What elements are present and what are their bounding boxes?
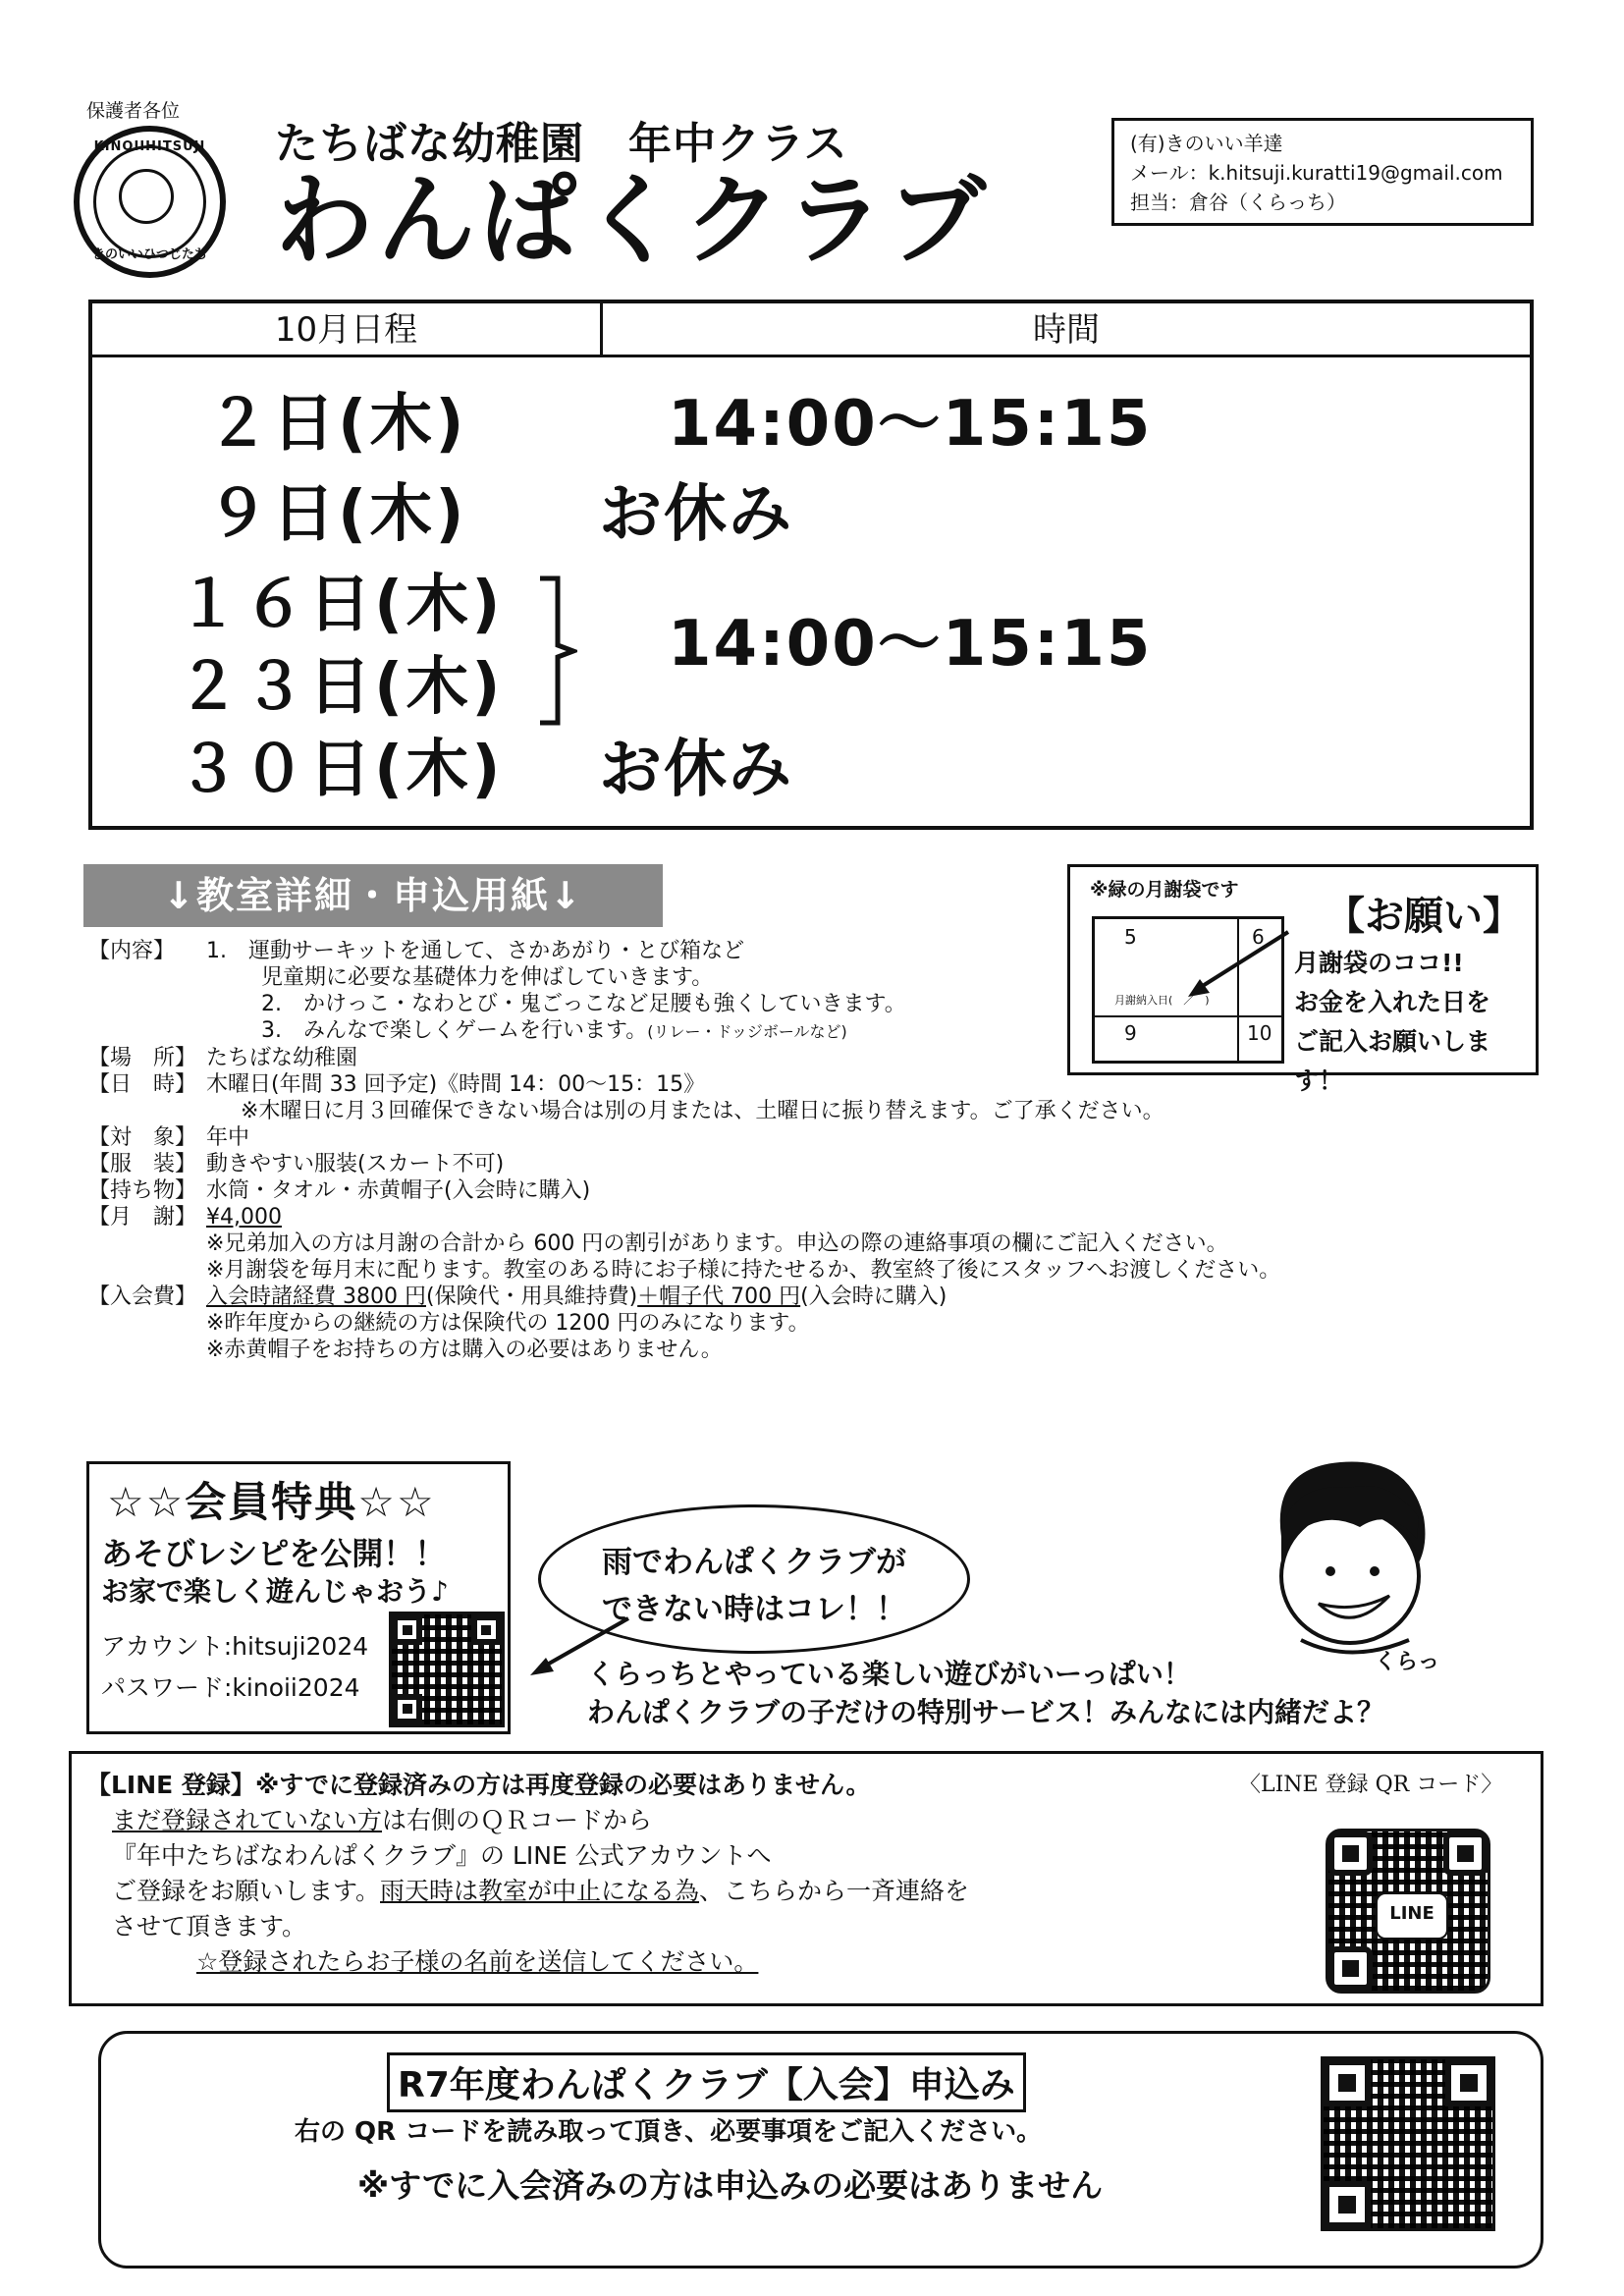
line-text: まだ登録されていない方	[112, 1806, 383, 1834]
schedule-row-date: ２３日(木)	[177, 651, 504, 724]
line-text: ☆登録されたらお子様の名前を送信してください。	[196, 1947, 759, 1976]
promo-line: くらっちとやっている楽しい遊びがいーっぱい！	[587, 1658, 1191, 1690]
schedule-row-date: ２日(木)	[206, 388, 467, 461]
line-text: ご登録をお願いします。	[112, 1877, 381, 1905]
clothes-value: 動きやすい服装(スカート不可)	[206, 1152, 505, 1176]
content-item-3-note: (リレー・ドッジボールなど)	[647, 1022, 847, 1041]
bubble-line: 雨でわんぱくクラブが	[602, 1545, 906, 1580]
line-text: 、こちらから一斉連絡を	[699, 1877, 970, 1905]
line-text: 雨天時は教室が中止になる為	[380, 1877, 700, 1905]
line-qr-code-icon[interactable]	[1326, 1829, 1490, 1994]
bracket-icon	[538, 574, 577, 727]
request-message-line: 月謝袋のココ!!	[1294, 949, 1464, 977]
items-key: 【持ち物】	[88, 1178, 197, 1203]
schedule-row-time: 14:00～15:15	[668, 388, 1153, 461]
schedule-row-date: １６日(木)	[177, 569, 504, 641]
envelope-cell: 6	[1252, 925, 1265, 949]
schedule-row-date: ３０日(木)	[177, 734, 504, 806]
application-title: R7年度わんぱくクラブ【入会】申込み	[387, 2052, 1026, 2112]
logo-text-top: KINOIIHITSUJI	[93, 139, 206, 154]
school-class: たちばな幼稚園 年中クラス	[275, 119, 848, 169]
content-key: 【内容】	[88, 939, 176, 963]
addressee: 保護者各位	[86, 100, 181, 122]
line-text: させて頂きます。	[112, 1912, 307, 1941]
schedule-grouped-time: 14:00～15:15	[668, 608, 1153, 681]
application-note: ※すでに入会済みの方は申込みの必要はありません	[357, 2166, 1104, 2205]
entry-fee: 入会時諸経費 3800 円	[206, 1285, 426, 1309]
line-text: は右側のＱＲコードから	[382, 1806, 653, 1834]
envelope-cell: 10	[1247, 1021, 1272, 1045]
application-qr-code-icon[interactable]	[1321, 2056, 1495, 2231]
envelope-cell: 5	[1124, 925, 1137, 949]
promo-line: わんぱくクラブの子だけの特別サービス！みんなには内緒だよ？	[587, 1696, 1385, 1728]
line-logo-icon: LINE	[1376, 1892, 1448, 1940]
contact-box	[1111, 118, 1534, 226]
logo	[74, 126, 226, 278]
request-message-line: ご記入お願いします！	[1294, 1027, 1491, 1095]
fee-note: ※月謝袋を毎月末に配ります。教室のある時にお子様に持たせるか、教室終了後にスタッフへお渡しください。	[206, 1258, 1281, 1283]
place-key: 【場 所】	[88, 1046, 197, 1070]
entry-key: 【入会費】	[88, 1285, 197, 1309]
contact-company: (有)きのいい羊達	[1130, 132, 1283, 155]
application-instruction: 右の QR コードを読み取って頂き、必要事項をご記入ください。	[295, 2117, 1043, 2147]
line-text: 『年中たちばなわんぱくクラブ』の LINE 公式アカウントへ	[112, 1841, 772, 1870]
entry-fee-note: (保険代・用具維持費)	[425, 1285, 638, 1309]
member-benefit-box	[86, 1461, 511, 1734]
content-item-1: 1. 運動サーキットを通して、さかあがり・とび箱など	[206, 939, 745, 963]
request-message	[1294, 944, 1536, 1101]
target-key: 【対 象】	[88, 1125, 197, 1150]
envelope-label: 月謝納入日( ／ )	[1114, 994, 1210, 1007]
request-message-line: お金を入れた日を	[1294, 988, 1491, 1016]
target-value: 年中	[206, 1125, 250, 1150]
line-section-text	[86, 1768, 969, 1980]
line-qr-caption: 〈LINE 登録 QR コード〉	[1239, 1773, 1503, 1797]
benefit-title: ☆☆会員特典☆☆	[107, 1478, 436, 1526]
request-box	[1067, 864, 1539, 1095]
datetime-value: 木曜日(年間 33 回予定)《時間 14：00～15：15》	[206, 1072, 706, 1097]
benefit-password: パスワード:kinoii2024	[101, 1673, 360, 1702]
content-item-2: 2. かけっこ・なわとび・鬼ごっこなど足腰も強くしていきます。	[261, 992, 906, 1016]
clothes-key: 【服 装】	[88, 1152, 197, 1176]
datetime-note: ※木曜日に月３回確保できない場合は別の月または、土曜日に振り替えます。ご了承ください。	[241, 1099, 1164, 1123]
logo-text-bottom: きのいいひつじたち	[91, 247, 207, 262]
content-item-3: 3. みんなで楽しくゲームを行います。	[261, 1018, 648, 1043]
fee-value: ¥4,000	[206, 1205, 282, 1230]
line-note: ※すでに登録済みの方は再度登録の必要はありません。	[254, 1771, 871, 1799]
entry-note: ※赤黄帽子をお持ちの方は購入の必要はありません。	[206, 1338, 723, 1362]
detail-banner: ↓教室詳細・申込用紙↓	[83, 864, 663, 927]
benefit-qr-code-icon[interactable]	[389, 1612, 505, 1727]
fee-key: 【月 謝】	[88, 1205, 197, 1230]
envelope-caption: ※緑の月謝袋です	[1090, 879, 1239, 901]
fee-note: ※兄弟加入の方は月謝の合計から 600 円の割引があります。申込の際の連絡事項の欄にご記入ください。	[206, 1231, 1228, 1256]
benefit-line: あそびレシピを公開！！	[101, 1535, 447, 1572]
schedule-date-header: 10月日程	[92, 303, 603, 357]
entry-note: ※昨年度からの継続の方は保険代の 1200 円のみになります。	[206, 1311, 810, 1336]
cap-fee: ＋帽子代 700 円	[637, 1285, 801, 1309]
datetime-key: 【日 時】	[88, 1072, 197, 1097]
club-title: わんぱくクラブ	[275, 163, 990, 278]
cap-fee-note: (入会時に購入)	[800, 1285, 947, 1309]
benefit-line: お家で楽しく遊んじゃおう♪	[101, 1575, 449, 1608]
place-value: たちばな幼稚園	[206, 1046, 358, 1070]
envelope-cell: 9	[1124, 1021, 1137, 1045]
kuracchi-character-icon	[1242, 1449, 1478, 1674]
sheep-face-icon	[119, 169, 174, 224]
schedule-time-header: 時間	[603, 303, 1530, 357]
content-item-1b: 児童期に必要な基礎体力を伸ばしていきます。	[261, 965, 714, 990]
schedule-row-date: ９日(木)	[206, 478, 467, 551]
schedule-row-time: お休み	[599, 734, 793, 806]
contact-person: 担当：倉谷（くらっち）	[1130, 191, 1346, 214]
benefit-account: アカウント:hitsuji2024	[101, 1632, 369, 1661]
request-title: 【お願い】	[1326, 894, 1522, 939]
line-heading: 【LINE 登録】	[86, 1771, 255, 1799]
arrow-icon	[1178, 926, 1296, 1005]
items-value: 水筒・タオル・赤黄帽子(入会時に購入)	[206, 1178, 591, 1203]
character-label: くらっ	[1375, 1650, 1440, 1674]
bubble-line: できない時はコレ！！	[602, 1592, 906, 1627]
schedule-row-time: お休み	[599, 478, 793, 551]
contact-email[interactable]: メール：k.hitsuji.kuratti19@gmail.com	[1130, 161, 1503, 185]
